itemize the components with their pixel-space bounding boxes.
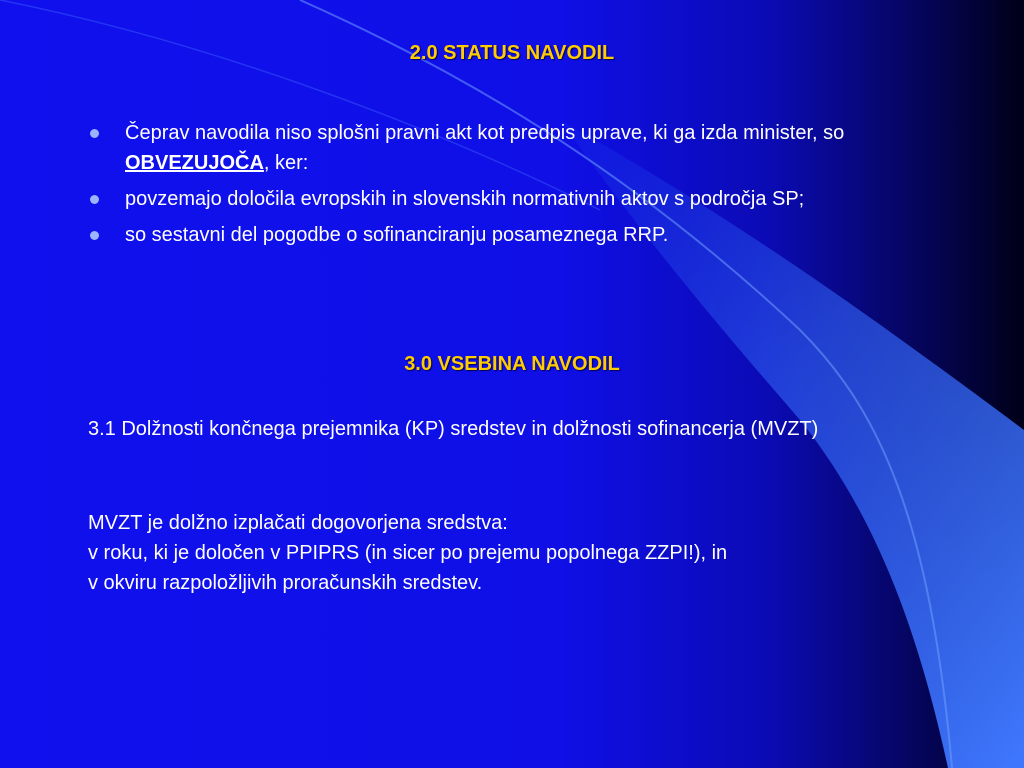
bullet-text: so sestavni del pogodbe o sofinanciranju posameznega RRP. (125, 224, 669, 246)
duty-line: v okviru razpoložljivih proračunskih sredstev. (88, 572, 483, 594)
list-item (88, 118, 928, 178)
bullet-dot-icon (90, 231, 99, 240)
bullet-text: povzemajo določila evropskih in slovenskih normativnih aktov s področja SP; (125, 188, 805, 210)
status-bullet-list (88, 118, 928, 256)
list-item (88, 184, 928, 214)
section-heading-status: 2.0 STATUS NAVODIL (409, 42, 615, 64)
list-item (88, 220, 928, 250)
bullet-dot-icon (90, 129, 99, 138)
duty-line: v roku, ki je določen v PPIPRS (in sicer po prejemu popolnega ZZPI!), in (88, 542, 728, 564)
duty-intro: MVZT je dolžno izplačati dogovorjena sredstva: (88, 512, 508, 534)
subsection-title: 3.1 Dolžnosti končnega prejemnika (KP) sredstev in dolžnosti sofinancerja (MVZT) (88, 418, 819, 440)
bullet-emphasis: OBVEZUJOČA (125, 152, 264, 174)
bullet-text-start: Čeprav navodila niso splošni pravni akt kot predpis uprave, ki ga izda minister, so (125, 122, 845, 144)
duties-paragraph (88, 508, 948, 598)
bullet-dot-icon (90, 195, 99, 204)
bullet-text-end: , ker: (263, 152, 309, 174)
section-heading-content: 3.0 VSEBINA NAVODIL (404, 353, 620, 375)
